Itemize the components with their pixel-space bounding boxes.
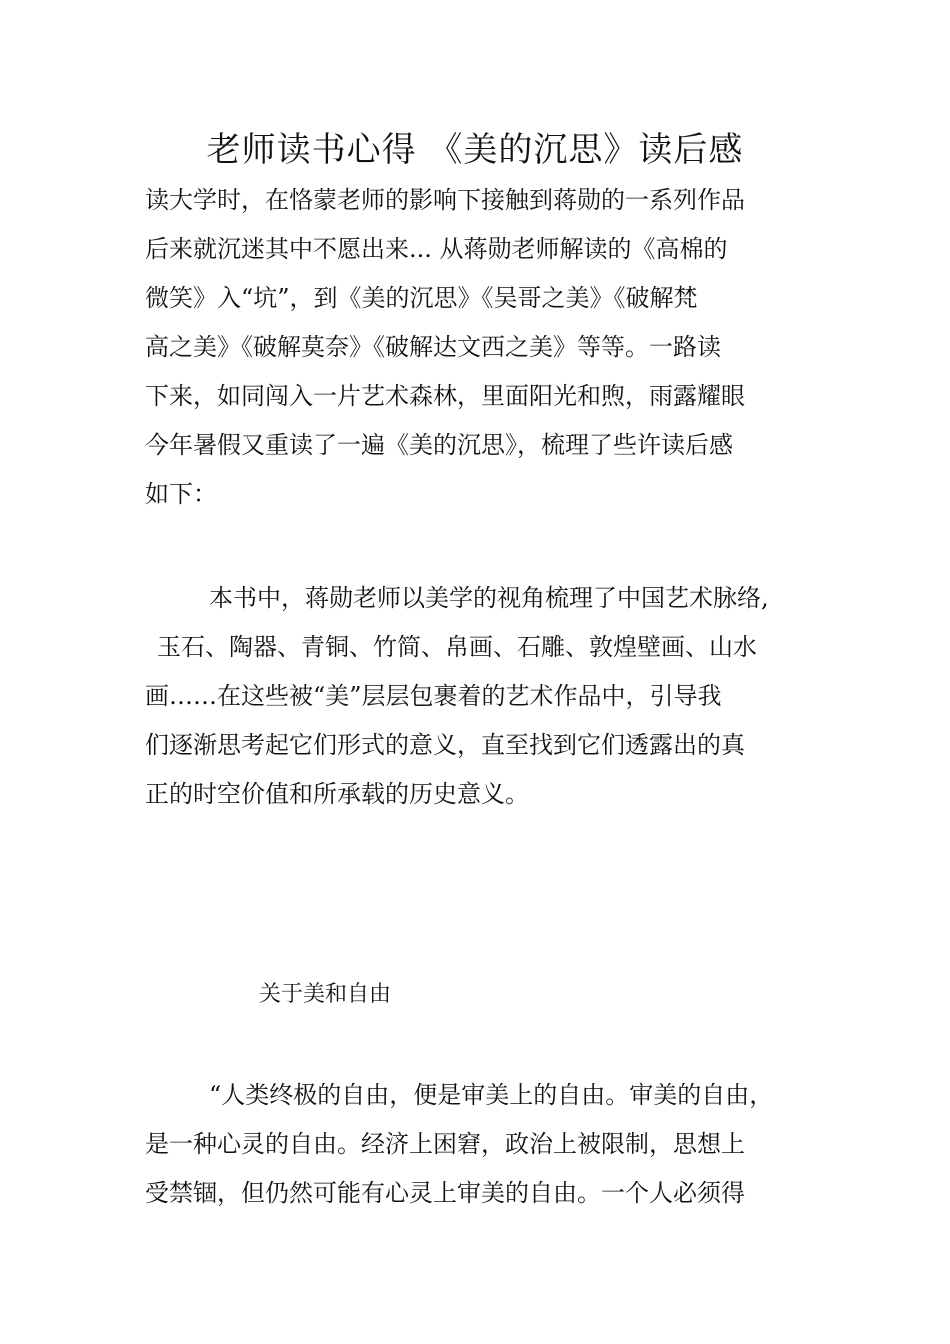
paragraph-line: 画……在这些被“美”层层包裹着的艺术作品中，引导我 bbox=[145, 682, 722, 710]
paragraph-line: 本书中，蒋勋老师以美学的视角梳理了中国艺术脉络, bbox=[209, 584, 769, 612]
paragraph-line: 微笑》入“坑”，到《美的沉思》《吴哥之美》《破解梵 bbox=[145, 284, 698, 312]
page-title: 老师读书心得 《美的沉思》读后感 bbox=[206, 130, 744, 170]
paragraph-art-overview bbox=[145, 574, 815, 819]
paragraph-line: 是一种心灵的自由。经济上困窘，政治上被限制，思想上 bbox=[145, 1130, 745, 1158]
paragraph-line: 今年暑假又重读了一遍《美的沉思》，梳理了些许读后感 bbox=[145, 431, 733, 459]
paragraph-line: 高之美》《破解莫奈》《破解达文西之美》等等。一路读 bbox=[145, 333, 721, 361]
paragraph-line: 受禁锢，但仍然可能有心灵上审美的自由。一个人必须得 bbox=[145, 1179, 745, 1207]
paragraph-line: 后来就沉迷其中不愿出来... 从蒋勋老师解读的《高棉的 bbox=[145, 235, 728, 263]
paragraph-line: “人类终极的自由，便是审美上的自由。审美的自由， bbox=[209, 1081, 774, 1109]
paragraph-line: 正的时空价值和所承载的历史意义。 bbox=[145, 780, 529, 808]
section-heading: 关于美和自由 bbox=[259, 982, 392, 1007]
paragraph-line: 读大学时，在恪蒙老师的影响下接触到蒋勋的一系列作品 bbox=[145, 186, 745, 214]
paragraph-line: 下来，如同闯入一片艺术森林，里面阳光和煦，雨露耀眼 bbox=[145, 382, 745, 410]
paragraph-intro bbox=[145, 176, 815, 519]
paragraph-line: 们逐渐思考起它们形式的意义，直至找到它们透露出的真 bbox=[145, 731, 745, 759]
paragraph-line: 如下： bbox=[145, 480, 217, 508]
paragraph-quote bbox=[145, 1071, 815, 1218]
paragraph-line: 玉石、陶器、青铜、竹简、帛画、石雕、敦煌壁画、山水 bbox=[157, 633, 757, 661]
